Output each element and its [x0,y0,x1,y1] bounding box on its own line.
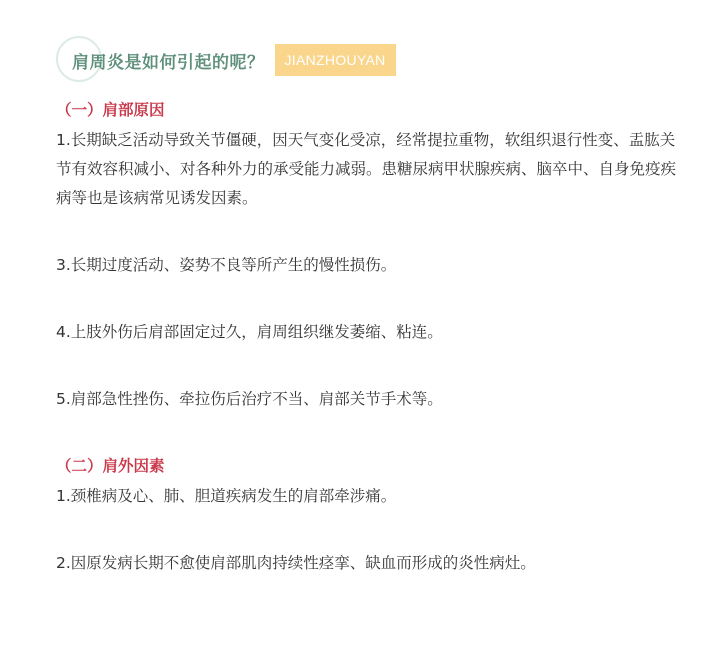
article-header [56,36,396,84]
section-heading-external-factors: （二）肩外因素 [56,457,165,475]
paragraph-item: 5.肩部急性挫伤、牵拉伤后治疗不当、肩部关节手术等。 [56,390,443,408]
paragraph-item: 4.上肢外伤后肩部固定过久，肩周组织继发萎缩、粘连。 [56,323,443,341]
title-badge: JIANZHOUYAN [275,44,396,76]
paragraph-item: 1.颈椎病及心、肺、胆道疾病发生的肩部牵涉痛。 [56,487,397,505]
paragraph-item: 1.长期缺乏活动导致关节僵硬，因天气变化受凉，经常提拉重物，软组织退行性变、盂肱关节有效容积减小、对各种外力的承受能力减弱。患糖尿病甲状腺疾病、脑卒中、自身免疫疾病等也是该病常见诱发因素。 [56,131,677,207]
article-title: 肩周炎是如何引起的呢？ [72,52,265,73]
section-heading-shoulder-causes: （一）肩部原因 [56,101,165,119]
paragraph-item: 3.长期过度活动、姿势不良等所产生的慢性损伤。 [56,256,397,274]
article-body [56,96,676,578]
paragraph-item: 2.因原发病长期不愈使肩部肌肉持续性痉挛、缺血而形成的炎性病灶。 [56,554,536,572]
